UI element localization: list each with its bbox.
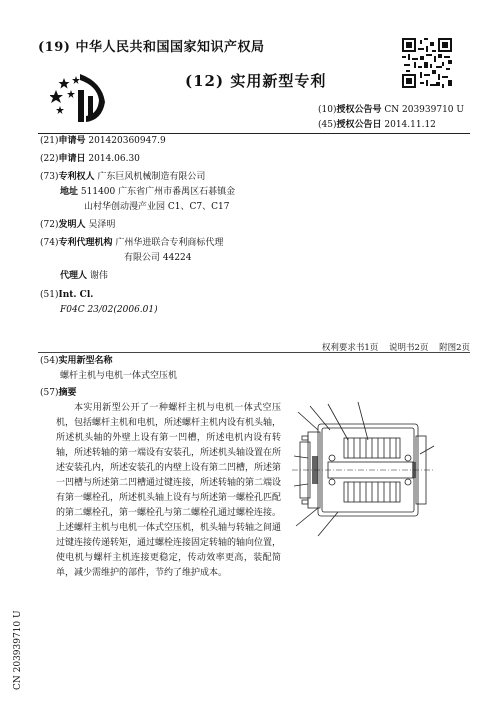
doc-type-code: (12)	[185, 72, 225, 90]
office-header	[38, 36, 264, 55]
address-line-2: 山村华创动漫产业园 C1、C7、C17	[84, 202, 230, 212]
document-type	[185, 70, 326, 91]
abstract-drawing	[288, 396, 438, 544]
office-name: 中华人民共和国国家知识产权局	[75, 40, 265, 55]
publication-date-value: 2014.11.12	[384, 120, 436, 130]
drawing-pages: 附图2页	[439, 343, 470, 353]
patent-agency: (74)专利代理机构 广州华进联合专利商标代理	[40, 238, 224, 248]
ipc-classification: (51)Int. Cl.	[40, 290, 94, 300]
address: 地址 511400 广东省广州市番禺区石碁镇金	[60, 187, 236, 197]
abstract-label: (57)摘要	[40, 388, 77, 398]
cnipa-logo	[50, 72, 112, 124]
application-date: (22)申请日 2014.06.30	[40, 154, 140, 164]
publication-number-value: CN 203939710 U	[384, 105, 464, 115]
vertical-publication-number: CN 203939710 U	[13, 610, 23, 690]
doc-type-label: 实用新型专利	[230, 72, 327, 90]
application-number: (21)申请号 201420360947.9	[40, 136, 166, 146]
qr-code	[402, 38, 452, 88]
patentee: (73)专利权人 广东巨风机械制造有限公司	[40, 172, 206, 182]
utility-model-title: 螺杆主机与电机一体式空压机	[60, 371, 178, 381]
office-code: (19)	[38, 40, 71, 55]
publication-date: (45)授权公告日 2014.11.12	[318, 120, 436, 130]
inventor: (72)发明人 吴泽明	[40, 220, 116, 230]
patent-agency-line-2: 有限公司 44224	[124, 253, 192, 263]
claims-pages: 权利要求书1页	[321, 343, 379, 353]
ipc-value: F04C 23/02(2006.01)	[60, 305, 158, 315]
utility-model-title-label: (54)实用新型名称	[40, 356, 113, 366]
agent: 代理人 谢伟	[60, 271, 108, 281]
description-pages: 说明书2页	[388, 343, 429, 353]
section-divider	[38, 352, 470, 353]
abstract-text: 本实用新型公开了一种螺杆主机与电机一体式空压机，包括螺杆主机和电机，所述螺杆主机内设有机头轴，所述机头轴的外壁上设有第一凹槽，所述电机内设有转轴，所述转轴的第一端设有安装孔，所述机头轴设置在所述安装孔内，所述安装孔的内壁上设有第二凹槽，所述第一凹槽与所述第二凹槽通过键连接，所述转轴的第二端设有第一螺栓孔，所述机头轴上设有与所述第一螺栓孔匹配的第二螺栓孔，第一螺栓孔与第二螺栓孔通过螺栓连接。上述螺杆主机与电机一体式空压机，机头轴与转轴之间通过键连接传递转矩，通过螺栓连接固定转轴的轴向位置，使电机与螺杆主机连接更稳定，传动效率更高，装配简单，减少需维护的部件，节约了维护成本。	[56, 403, 282, 578]
publication-number: (10)授权公告号 CN 203939710 U	[318, 105, 464, 115]
